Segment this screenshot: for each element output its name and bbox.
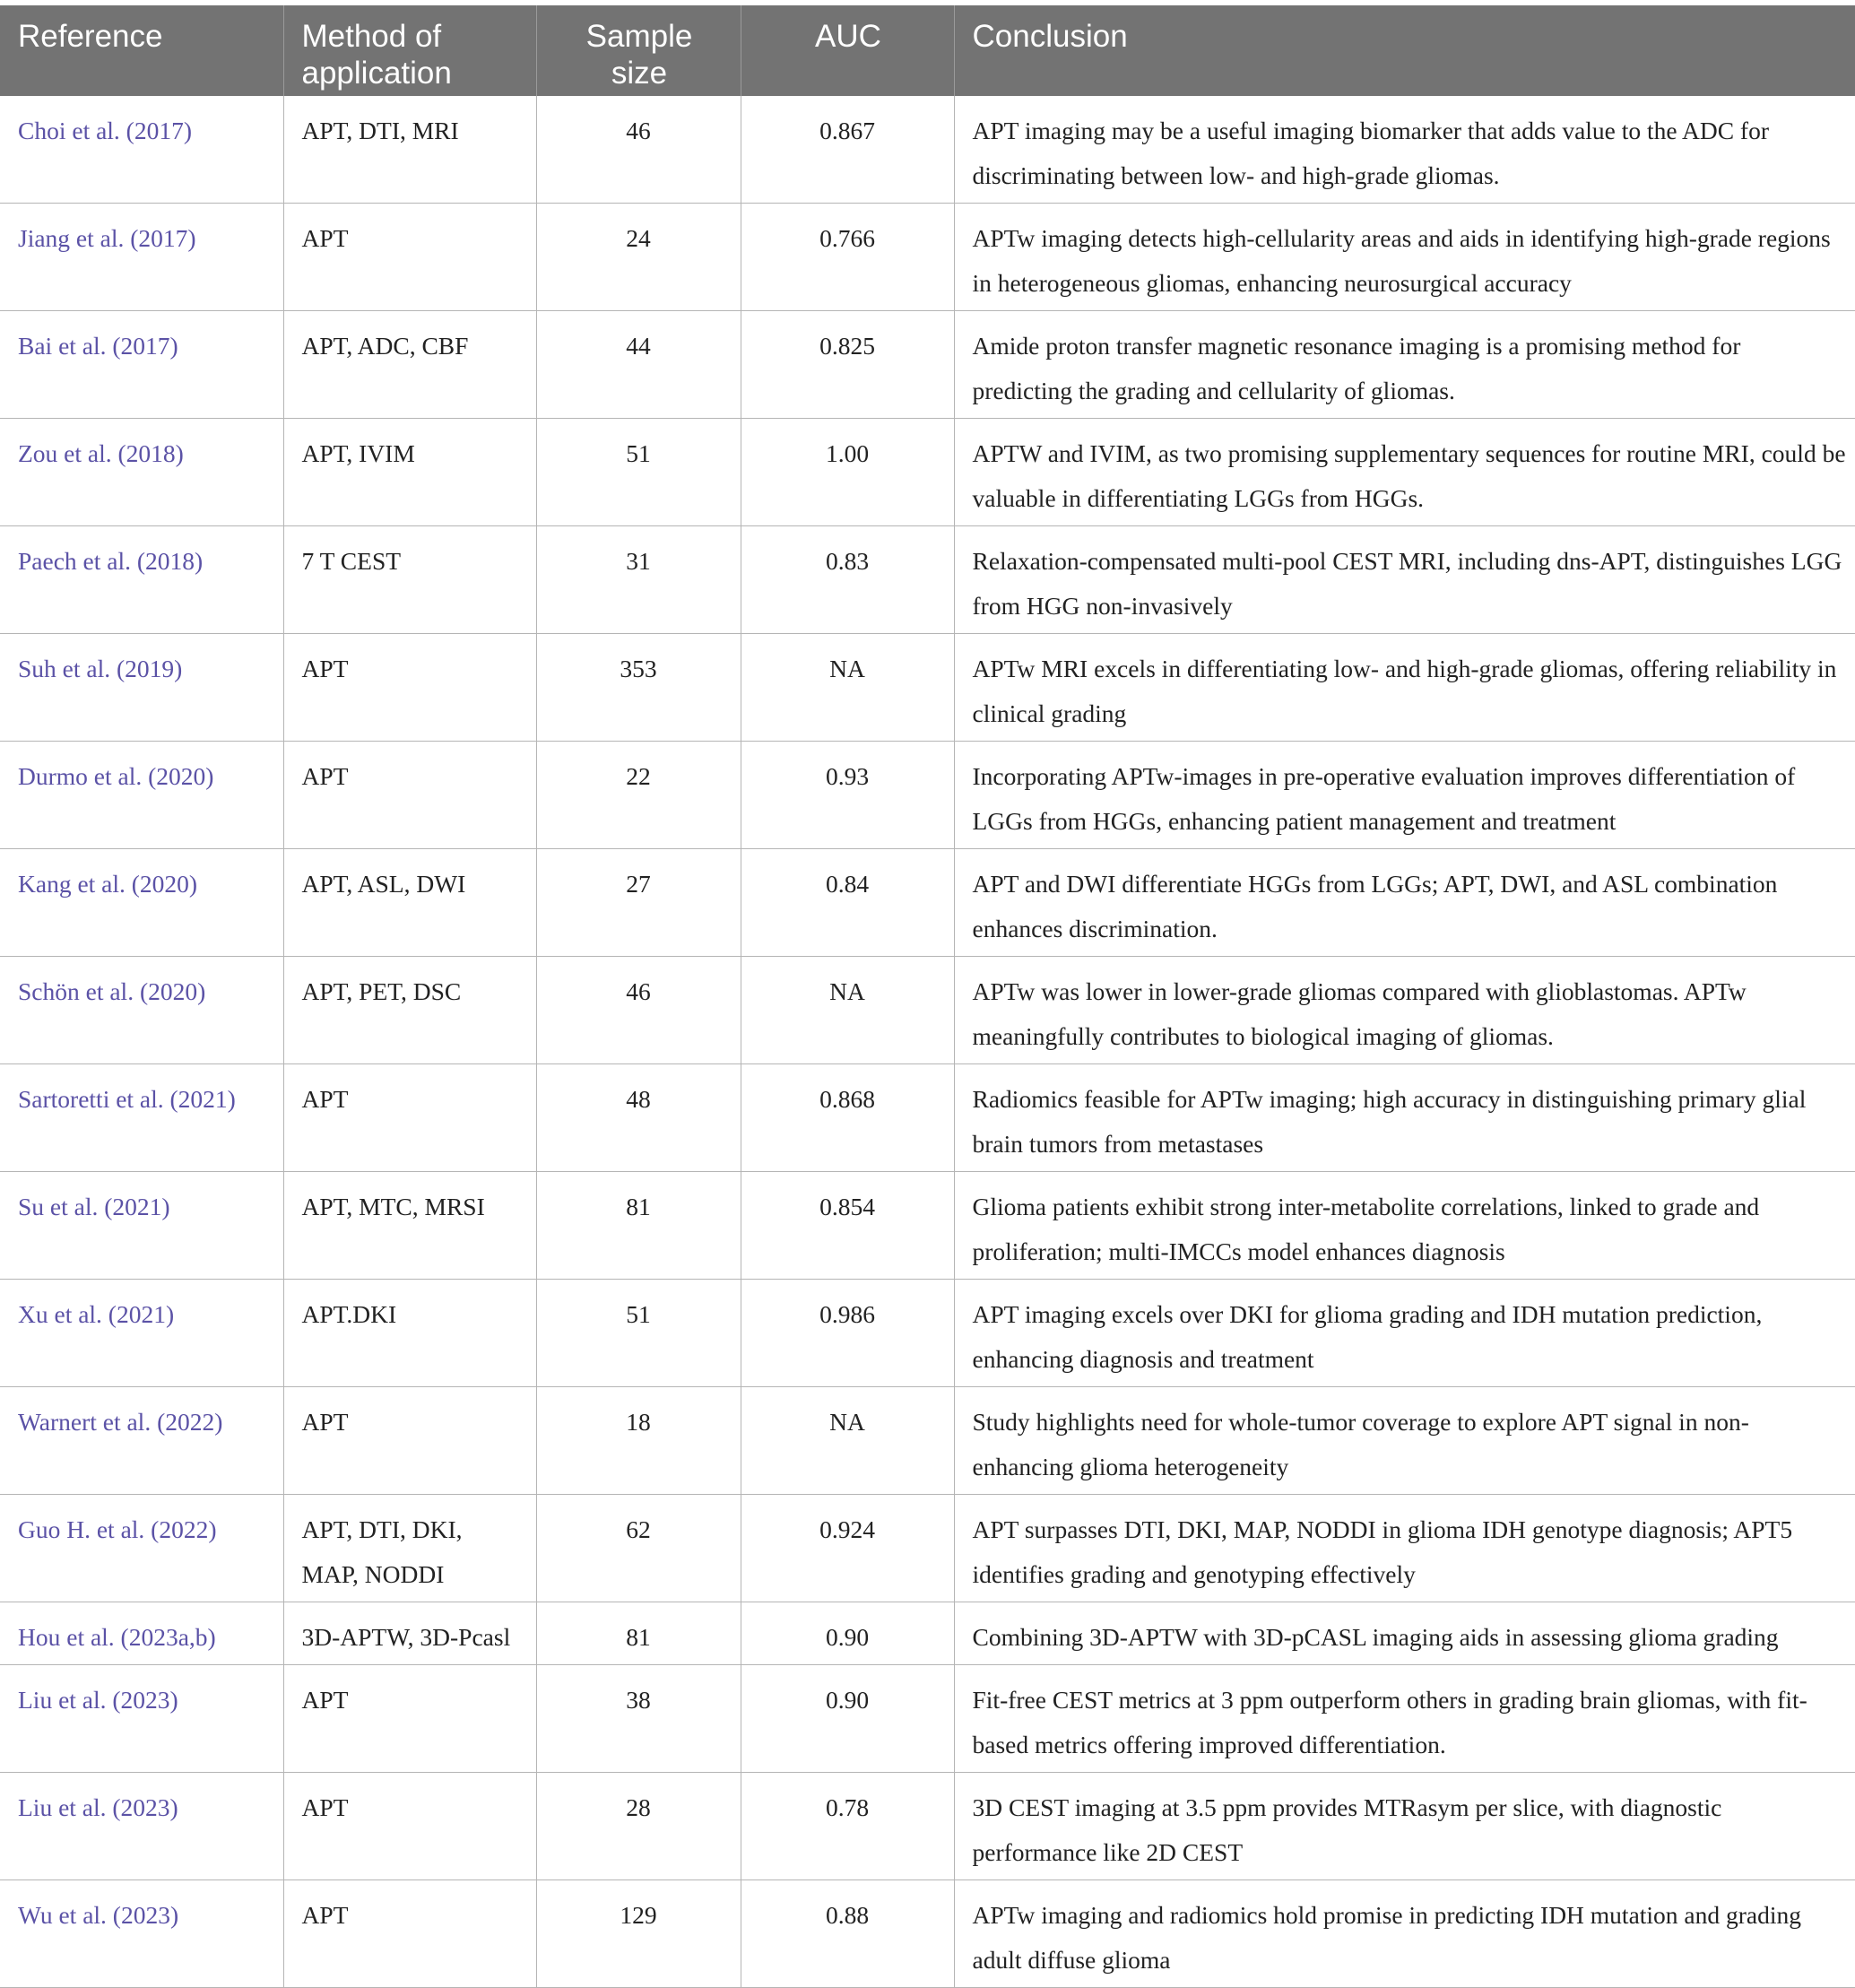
reference-link[interactable]: Kang et al. (2020) bbox=[18, 870, 198, 898]
method-cell: APT bbox=[283, 1665, 536, 1773]
sample-size-cell: 38 bbox=[536, 1665, 741, 1773]
reference-link[interactable]: Durmo et al. (2020) bbox=[18, 762, 214, 790]
table-body bbox=[0, 96, 1855, 1988]
auc-cell: 0.868 bbox=[741, 1064, 954, 1172]
reference-link[interactable]: Guo H. et al. (2022) bbox=[18, 1515, 217, 1543]
sample-size-cell: 81 bbox=[536, 1172, 741, 1280]
method-cell: APT, IVIM bbox=[283, 419, 536, 526]
sample-size-cell: 28 bbox=[536, 1773, 741, 1880]
method-cell: APT bbox=[283, 1387, 536, 1495]
auc-cell: 0.78 bbox=[741, 1773, 954, 1880]
table-row bbox=[0, 311, 1855, 419]
reference-link[interactable]: Warnert et al. (2022) bbox=[18, 1408, 223, 1436]
conclusion-cell: Fit-free CEST metrics at 3 ppm outperform others in grading brain gliomas, with fit-based metrics offering improved differentiation. bbox=[954, 1665, 1855, 1773]
reference-link[interactable]: Schön et al. (2020) bbox=[18, 977, 206, 1005]
conclusion-cell: Incorporating APTw-images in pre-operative evaluation improves differentiation of LGGs from HGGs, enhancing patient management and treatment bbox=[954, 742, 1855, 849]
table-row bbox=[0, 1665, 1855, 1773]
conclusion-cell: APTw MRI excels in differentiating low- and high-grade gliomas, offering reliability in clinical grading bbox=[954, 634, 1855, 742]
sample-size-cell: 24 bbox=[536, 204, 741, 311]
sample-size-cell: 62 bbox=[536, 1495, 741, 1602]
table-row bbox=[0, 1602, 1855, 1665]
header-auc: AUC bbox=[741, 5, 954, 96]
reference-link[interactable]: Zou et al. (2018) bbox=[18, 439, 184, 467]
auc-cell: 0.93 bbox=[741, 742, 954, 849]
table-row bbox=[0, 634, 1855, 742]
conclusion-cell: Amide proton transfer magnetic resonance imaging is a promising method for predicting the grading and cellularity of gliomas. bbox=[954, 311, 1855, 419]
reference-link[interactable]: Wu et al. (2023) bbox=[18, 1901, 179, 1929]
header-sample-size: Sample size bbox=[536, 5, 741, 96]
reference-link[interactable]: Jiang et al. (2017) bbox=[18, 224, 196, 252]
sample-size-cell: 27 bbox=[536, 849, 741, 957]
conclusion-cell: Combining 3D-APTW with 3D-pCASL imaging aids in assessing glioma grading bbox=[954, 1602, 1855, 1665]
method-cell: APT, DTI, MRI bbox=[283, 96, 536, 204]
auc-cell: 0.83 bbox=[741, 526, 954, 634]
method-cell: APT, ADC, CBF bbox=[283, 311, 536, 419]
conclusion-cell: APTw imaging detects high-cellularity areas and aids in identifying high-grade regions in heterogeneous gliomas, enhancing neurosurgical accuracy bbox=[954, 204, 1855, 311]
conclusion-cell: Glioma patients exhibit strong inter-metabolite correlations, linked to grade and proliferation; multi-IMCCs model enhances diagnosis bbox=[954, 1172, 1855, 1280]
conclusion-cell: APT imaging excels over DKI for glioma grading and IDH mutation prediction, enhancing diagnosis and treatment bbox=[954, 1280, 1855, 1387]
auc-cell: 0.825 bbox=[741, 311, 954, 419]
auc-cell: 0.766 bbox=[741, 204, 954, 311]
method-cell: APT bbox=[283, 1064, 536, 1172]
sample-size-cell: 48 bbox=[536, 1064, 741, 1172]
method-cell: APT bbox=[283, 742, 536, 849]
conclusion-cell: APT surpasses DTI, DKI, MAP, NODDI in glioma IDH genotype diagnosis; APT5 identifies grading and genotyping effectively bbox=[954, 1495, 1855, 1602]
table-row bbox=[0, 1387, 1855, 1495]
auc-cell: 0.88 bbox=[741, 1880, 954, 1988]
conclusion-cell: APTw imaging and radiomics hold promise in predicting IDH mutation and grading adult diffuse glioma bbox=[954, 1880, 1855, 1988]
auc-cell: 0.924 bbox=[741, 1495, 954, 1602]
method-cell: APT, DTI, DKI, MAP, NODDI bbox=[283, 1495, 536, 1602]
conclusion-cell: Radiomics feasible for APTw imaging; high accuracy in distinguishing primary glial brain tumors from metastases bbox=[954, 1064, 1855, 1172]
sample-size-cell: 46 bbox=[536, 957, 741, 1064]
conclusion-cell: Relaxation-compensated multi-pool CEST MRI, including dns-APT, distinguishes LGG from HGG non-invasively bbox=[954, 526, 1855, 634]
reference-link[interactable]: Suh et al. (2019) bbox=[18, 655, 183, 682]
method-cell: APT, PET, DSC bbox=[283, 957, 536, 1064]
header-method: Method of application bbox=[283, 5, 536, 96]
auc-cell: 0.867 bbox=[741, 96, 954, 204]
auc-cell: 0.84 bbox=[741, 849, 954, 957]
method-cell: APT bbox=[283, 634, 536, 742]
sample-size-cell: 51 bbox=[536, 1280, 741, 1387]
table-row bbox=[0, 1280, 1855, 1387]
auc-cell: 0.854 bbox=[741, 1172, 954, 1280]
reference-link[interactable]: Choi et al. (2017) bbox=[18, 117, 192, 144]
reference-link[interactable]: Bai et al. (2017) bbox=[18, 332, 178, 360]
method-cell: APT, MTC, MRSI bbox=[283, 1172, 536, 1280]
table-row bbox=[0, 96, 1855, 204]
table-header bbox=[0, 5, 1855, 96]
sample-size-cell: 51 bbox=[536, 419, 741, 526]
reference-link[interactable]: Paech et al. (2018) bbox=[18, 547, 204, 575]
reference-link[interactable]: Liu et al. (2023) bbox=[18, 1686, 178, 1714]
auc-cell: 0.90 bbox=[741, 1602, 954, 1665]
sample-size-cell: 22 bbox=[536, 742, 741, 849]
header-reference: Reference bbox=[0, 5, 283, 96]
method-cell: APT bbox=[283, 1880, 536, 1988]
reference-link[interactable]: Hou et al. (2023a,b) bbox=[18, 1623, 216, 1651]
sample-size-cell: 353 bbox=[536, 634, 741, 742]
table-row bbox=[0, 419, 1855, 526]
sample-size-cell: 129 bbox=[536, 1880, 741, 1988]
glioma-apt-table bbox=[0, 5, 1855, 1988]
table-row bbox=[0, 204, 1855, 311]
method-cell: 3D-APTW, 3D-Pcasl bbox=[283, 1602, 536, 1665]
method-cell: 7 T CEST bbox=[283, 526, 536, 634]
auc-cell: 0.986 bbox=[741, 1280, 954, 1387]
auc-cell: 1.00 bbox=[741, 419, 954, 526]
auc-cell: NA bbox=[741, 957, 954, 1064]
header-row bbox=[0, 5, 1855, 96]
table-row bbox=[0, 957, 1855, 1064]
conclusion-cell: APT and DWI differentiate HGGs from LGGs; APT, DWI, and ASL combination enhances discrimination. bbox=[954, 849, 1855, 957]
conclusion-cell: Study highlights need for whole-tumor coverage to explore APT signal in non-enhancing glioma heterogeneity bbox=[954, 1387, 1855, 1495]
table-row bbox=[0, 849, 1855, 957]
auc-cell: 0.90 bbox=[741, 1665, 954, 1773]
method-cell: APT bbox=[283, 204, 536, 311]
auc-cell: NA bbox=[741, 634, 954, 742]
sample-size-cell: 18 bbox=[536, 1387, 741, 1495]
reference-link[interactable]: Xu et al. (2021) bbox=[18, 1300, 175, 1328]
reference-link[interactable]: Liu et al. (2023) bbox=[18, 1793, 178, 1821]
header-conclusion: Conclusion bbox=[954, 5, 1855, 96]
table-row bbox=[0, 1064, 1855, 1172]
sample-size-cell: 46 bbox=[536, 96, 741, 204]
conclusion-cell: APT imaging may be a useful imaging biomarker that adds value to the ADC for discriminating between low- and high-grade gliomas. bbox=[954, 96, 1855, 204]
method-cell: APT, ASL, DWI bbox=[283, 849, 536, 957]
reference-link[interactable]: Su et al. (2021) bbox=[18, 1193, 170, 1220]
table-row bbox=[0, 1880, 1855, 1988]
table-row bbox=[0, 1773, 1855, 1880]
sample-size-cell: 44 bbox=[536, 311, 741, 419]
conclusion-cell: 3D CEST imaging at 3.5 ppm provides MTRasym per slice, with diagnostic performance like 2D CEST bbox=[954, 1773, 1855, 1880]
sample-size-cell: 31 bbox=[536, 526, 741, 634]
conclusion-cell: APTW and IVIM, as two promising supplementary sequences for routine MRI, could be valuable in differentiating LGGs from HGGs. bbox=[954, 419, 1855, 526]
method-cell: APT.DKI bbox=[283, 1280, 536, 1387]
table-row bbox=[0, 1172, 1855, 1280]
auc-cell: NA bbox=[741, 1387, 954, 1495]
conclusion-cell: APTw was lower in lower-grade gliomas compared with glioblastomas. APTw meaningfully contributes to biological imaging of gliomas. bbox=[954, 957, 1855, 1064]
method-cell: APT bbox=[283, 1773, 536, 1880]
sample-size-cell: 81 bbox=[536, 1602, 741, 1665]
table-row bbox=[0, 526, 1855, 634]
table-row bbox=[0, 742, 1855, 849]
reference-link[interactable]: Sartoretti et al. (2021) bbox=[18, 1085, 236, 1113]
table-row bbox=[0, 1495, 1855, 1602]
